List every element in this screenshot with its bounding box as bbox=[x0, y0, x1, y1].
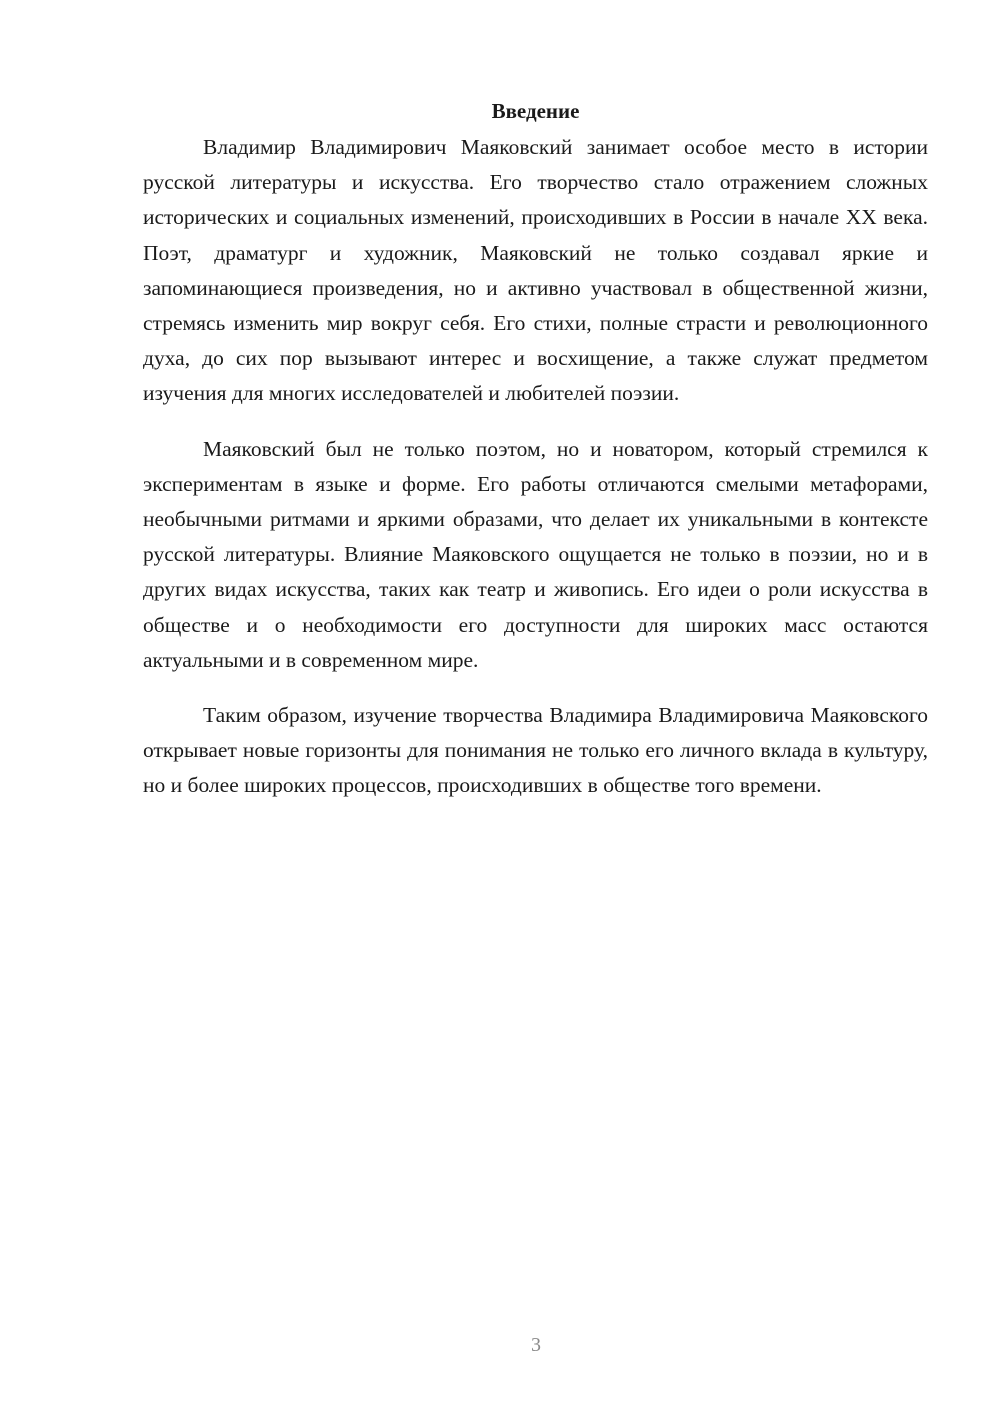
paragraph-2: Маяковский был не только поэтом, но и новатором, который стремился к экспериментам в языке и форме. Его работы отличаются смелыми метафорами, необычными ритмами и яркими образами, что делает их уникальными в контексте русской литературы. Влияние Маяковского ощущается не только в поэзии, но и в других видах искусства, таких как театр и живопись. Его идеи о роли искусства в обществе и о необходимости его доступности для широких масс остаются актуальными и в современном мире. bbox=[143, 436, 928, 672]
page-number: 3 bbox=[531, 1334, 541, 1356]
paragraph-3: Таким образом, изучение творчества Владимира Владимировича Маяковского открывает новые горизонты для понимания не только его личного вклада в культуру, но и более широких процессов, происходивших в обществе того времени. bbox=[143, 703, 928, 798]
page-content bbox=[143, 96, 928, 804]
section-title: Введение bbox=[491, 99, 580, 123]
paragraph-1: Владимир Владимирович Маяковский занимает особое место в истории русской литературы и искусства. Его творчество стало отражением сложных исторических и социальных изменений, происходивших в России в начале XX века. Поэт, драматург и художник, Маяковский не только создавал яркие и запоминающиеся произведения, но и активно участвовал в общественной жизни, стремясь изменить мир вокруг себя. Его стихи, полные страсти и революционного духа, до сих пор вызывают интерес и восхищение, а также служат предметом изучения для многих исследователей и любителей поэзии. bbox=[143, 135, 928, 406]
